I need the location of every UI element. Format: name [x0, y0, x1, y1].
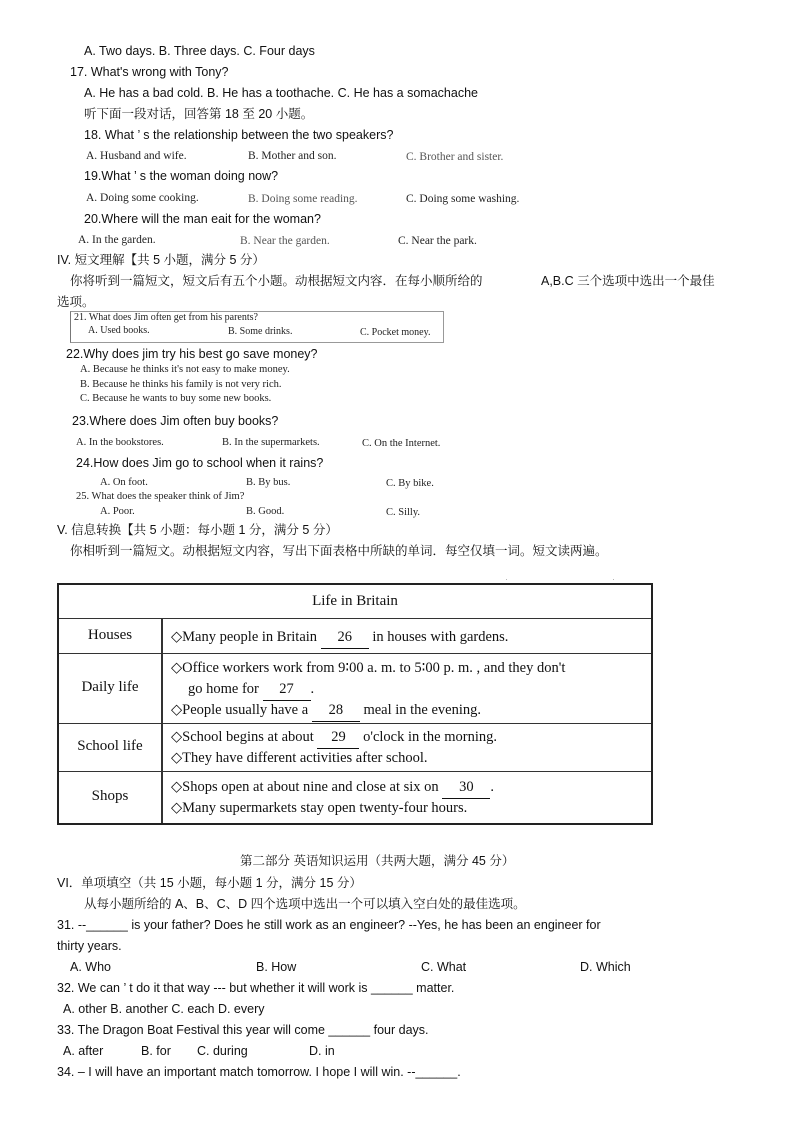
q20-option-c: C. Near the park.	[398, 235, 477, 247]
section-v-title: V. 信息转换【共 5 小题：每小题 1 分，满分 5 分）	[57, 523, 338, 537]
q22-option-b: B. Because he thinks his family is not very rich.	[80, 379, 282, 390]
cell-text: .	[310, 681, 315, 697]
cell-text: o'clock in the morning.	[363, 729, 497, 745]
section-iv-instruction: 你将听到一篇短文，短文后有五个小题。动根据短文内容．在每小顺所给的	[70, 274, 483, 288]
q22-option-c: C. Because he wants to buy some new books.	[80, 393, 272, 404]
q20-option-b: B. Near the garden.	[240, 235, 330, 247]
scan-speck: ·	[505, 574, 508, 584]
q33-option-c: C. during	[197, 1044, 248, 1058]
row-label: Houses	[87, 627, 133, 643]
q19-option-c: C. Doing some washing.	[406, 193, 520, 205]
scan-speck: ·	[612, 574, 615, 584]
row-content	[171, 627, 508, 649]
q18-stem: 18. What ’ s the relationship between the two speakers?	[84, 128, 394, 142]
q31-option-d: D. Which	[580, 960, 631, 974]
row-shops	[59, 771, 651, 824]
q24-stem: 24.How does Jim go to school when it rains?	[76, 456, 324, 470]
table-title: Life in Britain	[312, 593, 398, 609]
q23-option-a: A. In the bookstores.	[76, 437, 164, 448]
answer-blank-29: 29	[317, 727, 359, 749]
section-iv-title: IV. 短文理解【共 5 小题，满分 5 分）	[57, 253, 265, 267]
row-label: Daily life	[81, 679, 139, 695]
answer-blank-28: 28	[312, 700, 360, 722]
q21-stem: 21. What does Jim often get from his parents?	[74, 312, 258, 323]
cell-text: go home for	[188, 681, 259, 697]
answer-blank-26: 26	[321, 627, 369, 649]
row-label: Shops	[91, 788, 129, 804]
q20-stem: 20.Where will the man eait for the woman?	[84, 212, 321, 226]
q17-options: A. He has a bad cold. B. He has a toothache. C. He has a somachache	[84, 86, 478, 100]
row-content-line: ◇Many supermarkets stay open twenty-four hours.	[171, 800, 468, 816]
row-houses	[59, 618, 651, 654]
q31-option-b: B. How	[256, 960, 297, 974]
row-content-line	[171, 777, 494, 799]
life-in-britain-table	[57, 583, 653, 825]
cell-text: meal in the evening.	[363, 702, 482, 718]
row-school-life	[59, 723, 651, 772]
q22-option-a: A. Because he thinks it's not easy to make money.	[80, 364, 290, 375]
q17-stem: 17. What's wrong with Tony?	[70, 65, 229, 79]
cell-text: .	[490, 779, 494, 795]
cell-text: ◇Shops open at about nine and close at six on	[171, 779, 439, 795]
section-iv-instruction-end: 选项。	[57, 295, 95, 309]
section-v-instruction: 你相听到一篇短文。动根据短文内容，写出下面表格中所缺的单词．每空仅填一词。短文读两遍。	[70, 544, 608, 558]
q34-stem: 34. – I will have an important match tomorrow. I hope I will win. --______.	[57, 1065, 461, 1079]
section-vi-title: VI．单项填空（共 15 小题，每小题 1 分，满分 15 分）	[57, 876, 362, 890]
q23-stem: 23.Where does Jim often buy books?	[72, 414, 279, 428]
q20-option-a: A. In the garden.	[78, 234, 156, 246]
q33-option-a: A. after	[63, 1044, 104, 1058]
q33-stem: 33. The Dragon Boat Festival this year will come ______ four days.	[57, 1023, 429, 1037]
q33-option-b: B. for	[141, 1044, 171, 1058]
q31-option-c: C. What	[421, 960, 467, 974]
q32-stem: 32. We can ’ t do it that way --- but whether it will work is ______ matter.	[57, 981, 455, 995]
answer-blank-30: 30	[442, 777, 490, 799]
q32-options: A. other B. another C. each D. every	[63, 1002, 265, 1016]
q24-option-c: C. By bike.	[386, 478, 434, 489]
row-content-line: ◇They have different activities after school.	[171, 750, 428, 766]
q25-option-b: B. Good.	[246, 506, 285, 517]
q19-option-a: A. Doing some cooking.	[86, 192, 199, 204]
q25-stem: 25. What does the speaker think of Jim?	[76, 491, 245, 502]
q18-option-a: A. Husband and wife.	[86, 150, 187, 162]
cell-text: ◇School begins at about	[171, 729, 314, 745]
row-content-line	[171, 700, 481, 722]
q16-options: A. Two days. B. Three days. C. Four days	[84, 44, 315, 58]
q24-option-b: B. By bus.	[246, 477, 291, 488]
q23-option-b: B. In the supermarkets.	[222, 437, 320, 448]
cell-text: in houses with gardens.	[372, 629, 509, 645]
q23-option-c: C. On the Internet.	[362, 438, 441, 449]
q18-option-b: B. Mother and son.	[248, 150, 337, 162]
cell-text: ◇Many people in Britain	[171, 629, 318, 645]
q33-option-d: D. in	[309, 1044, 335, 1058]
row-daily-life	[59, 653, 651, 724]
row-content-line	[188, 679, 314, 701]
q31-option-a: A. Who	[70, 960, 111, 974]
cell-text: ◇People usually have a	[171, 702, 309, 718]
answer-blank-27: 27	[263, 679, 311, 701]
row-label: School life	[77, 738, 143, 754]
q21-option-b: B. Some drinks.	[228, 326, 293, 337]
q19-option-b: B. Doing some reading.	[248, 193, 358, 205]
row-content-line: ◇Office workers work from 9∶00 a. m. to 5∶00 p. m. , and they don't	[171, 660, 566, 676]
q31-stem-cont: thirty years.	[57, 939, 122, 953]
q19-stem: 19.What ’ s the woman doing now?	[84, 169, 279, 183]
section-iv-instruction-options: A,B.C 三个选项中选出一个最佳	[541, 274, 715, 288]
q21-option-a: A. Used books.	[88, 325, 150, 336]
q24-option-a: A. On foot.	[100, 477, 148, 488]
section-vi-instruction: 从每小题所给的 A、B、C、D 四个选项中选出一个可以填入空白处的最佳选项。	[84, 897, 526, 911]
q25-option-a: A. Poor.	[100, 506, 135, 517]
dialog-instruction: 听下面一段对话，回答第 18 至 20 小题。	[84, 107, 314, 121]
q31-stem: 31. --______ is your father? Does he still work as an engineer? --Yes, he has been an engineer for	[57, 918, 601, 932]
q22-stem: 22.Why does jim try his best go save money?	[66, 347, 318, 361]
q25-option-c: C. Silly.	[386, 507, 421, 518]
row-content-line	[171, 727, 497, 749]
part-two-title: 第二部分 英语知识运用（共两大题，满分 45 分）	[240, 854, 515, 868]
q18-option-c: C. Brother and sister.	[406, 151, 504, 163]
q21-option-c: C. Pocket money.	[360, 327, 431, 338]
